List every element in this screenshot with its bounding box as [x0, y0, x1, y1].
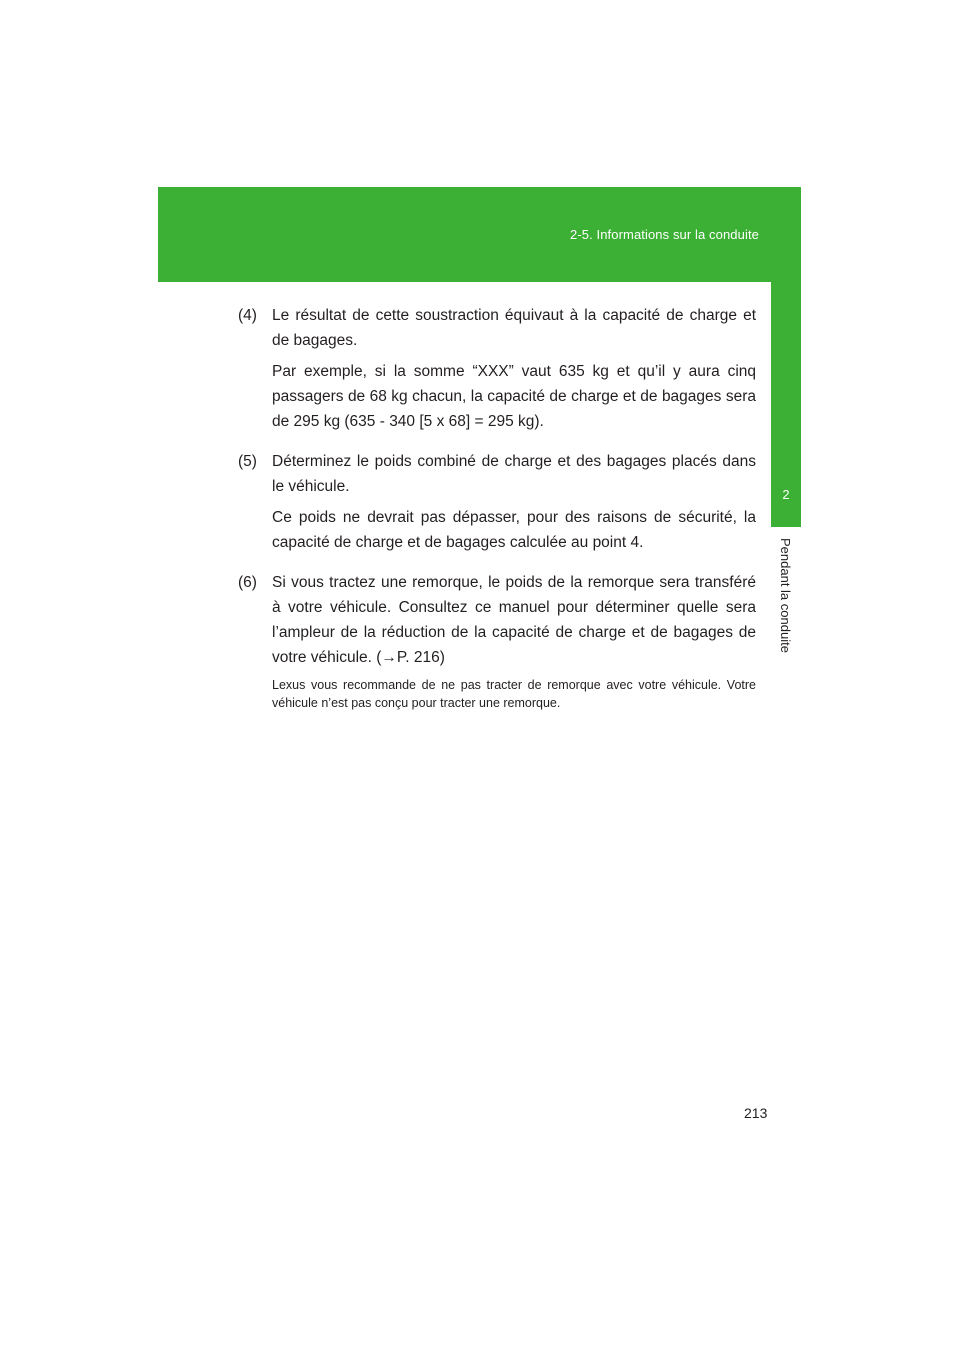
item-body [272, 449, 756, 561]
list-item-6 [238, 570, 756, 712]
paragraph: Ce poids ne devrait pas dépasser, pour des raisons de sécurité, la capacité de charge et de bagages calculée au point 4. [272, 509, 756, 551]
item-number: (4) [238, 307, 257, 324]
paragraph: Le résultat de cette soustraction équivaut à la capacité de charge et de bagages. [272, 307, 756, 349]
item-number: (6) [238, 574, 257, 591]
list-item-4 [238, 303, 756, 440]
paragraph: Déterminez le poids combiné de charge et des bagages placés dans le véhicule. [272, 453, 756, 495]
note-text: Lexus vous recommande de ne pas tracter de remorque avec votre véhicule. Votre véhicule n’est pas conçu pour tracter une remorque. [272, 678, 756, 710]
paragraph: Par exemple, si la somme “XXX” vaut 635 kg et qu’il y aura cinq passagers de 68 kg chacun, la capacité de charge et de bagages sera de 295 kg (635 - 340 [5 x 68] = 295 kg). [272, 363, 756, 430]
paragraph: Si vous tractez une remorque, le poids de la remorque sera transféré à votre véhicule. Consultez ce manuel pour déterminer quelle sera l’ampleur de la réduction de la capacité de charge et de bagages de votre véhicule. (→P. 216) [272, 574, 756, 666]
section-title: 2-5. Informations sur la conduite [569, 227, 759, 242]
chapter-number: 2 [782, 487, 790, 502]
list-item-5 [238, 449, 756, 561]
page-number: 213 [744, 1105, 768, 1121]
item-body [272, 570, 756, 712]
section-header-band [158, 187, 801, 282]
chapter-title: Pendant la conduite [778, 538, 793, 653]
chapter-tab [771, 282, 801, 527]
chapter-title-vertical [769, 538, 803, 673]
main-content [238, 303, 756, 721]
item-number: (5) [238, 453, 257, 470]
item-body [272, 303, 756, 440]
